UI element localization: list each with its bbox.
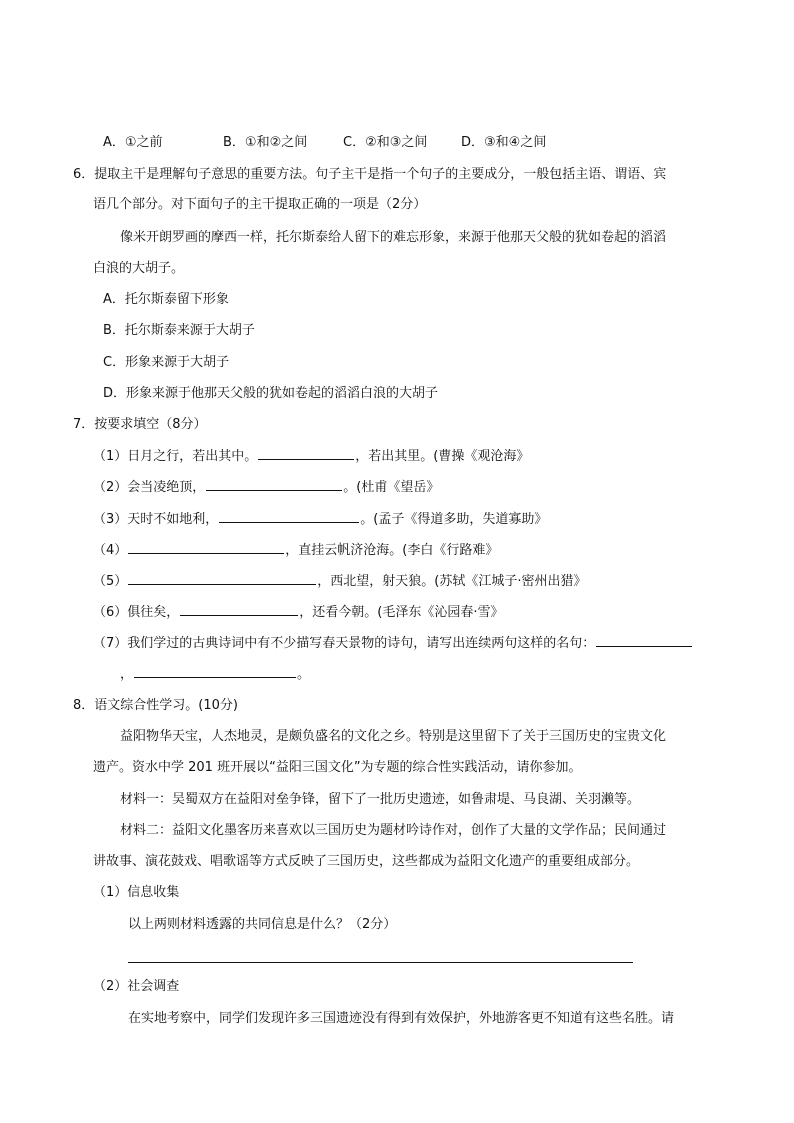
q8-material-2-line1: 材料二：益阳文化墨客历来喜欢以三国历史为题材吟诗作对，创作了大量的文学作品；民间通过 (120, 823, 667, 838)
q7-item-3-pre: （3）天时不如地利， (93, 512, 219, 527)
q7-item-2-pre: （2）会当凌绝顶， (93, 480, 206, 495)
q6-option-d: D．形象来源于他那天父般的犹如卷起的滔滔白浪的大胡子 (103, 386, 439, 401)
q7-item-3-post: 。(孟子《得道多助，失道寡助》 (360, 512, 548, 527)
q7-item-4-pre: （4） (93, 543, 128, 558)
q8-intro-line1: 益阳物华天宝，人杰地灵，是颇负盛名的文化之乡。特别是这里留下了关于三国历史的宝贵文化 (120, 729, 667, 744)
q8-sub2-title: （2）社会调查 (93, 979, 180, 994)
q7-item-7-line2 (120, 665, 310, 683)
q6-stem-line2: 语几个部分。对下面句子的主干提取正确的一项是（2分） (93, 197, 427, 212)
q7-item-6 (93, 603, 504, 621)
q7-item-1-post: ，若出其里。(曹操《观沧海》 (355, 449, 530, 464)
q8-sub1-answer-line[interactable] (128, 962, 633, 963)
q8-sub2-text: 在实地考察中，同学们发现许多三国遗迹没有得到有效保护，外地游客更不知道有这些名胜。请 (128, 1011, 675, 1026)
q7-item-7-blank-2[interactable] (134, 665, 296, 678)
q7-item-1-blank[interactable] (258, 447, 354, 460)
q7-item-7-blank-1[interactable] (596, 634, 692, 647)
q8-material-2-line2: 讲故事、演花鼓戏、唱歌谣等方式反映了三国历史，这些都成为益阳文化遗产的重要组成部分。 (93, 854, 640, 869)
q8-sub1-title: （1）信息收集 (93, 885, 180, 900)
q7-item-4 (93, 541, 498, 559)
q5-option-a: A．①之前 (103, 135, 163, 150)
q7-item-7-comma: ， (120, 667, 134, 682)
q7-item-7 (93, 634, 693, 652)
q8-sub1-question: 以上两则材料透露的共同信息是什么？（2分） (128, 917, 397, 932)
q7-item-2-blank[interactable] (206, 478, 342, 491)
q6-option-c: C．形象来源于大胡子 (103, 355, 230, 370)
q7-item-3 (93, 510, 547, 528)
q7-item-6-blank[interactable] (180, 603, 298, 616)
q5-options (103, 134, 546, 152)
q5-option-b: B．①和②之间 (223, 135, 308, 150)
q7-stem: 7．按要求填空（8分） (73, 417, 207, 432)
q7-item-4-post: ，直挂云帆济沧海。(李白《行路难》 (285, 543, 499, 558)
q7-item-1-pre: （1）日月之行，若出其中。 (93, 449, 258, 464)
q7-item-2 (93, 478, 439, 496)
q5-option-c: C．②和③之间 (343, 135, 428, 150)
q8-stem: 8．语文综合性学习。(10分) (73, 698, 238, 713)
q6-stem-line1: 6．提取主干是理解句子意思的重要方法。句子主干是指一个句子的主要成分，一般包括主语、谓语、宾 (73, 167, 667, 182)
q7-item-1 (93, 447, 529, 465)
q7-item-7-end: 。 (297, 667, 311, 682)
q6-sentence-line1: 像米开朗罗画的摩西一样，托尔斯泰给人留下的难忘形象，来源于他那天父般的犹如卷起的滔滔 (120, 230, 667, 245)
q7-item-5 (93, 572, 587, 590)
q7-item-6-pre: （6）俱往矣， (93, 605, 180, 620)
q6-option-b: B．托尔斯泰来源于大胡子 (103, 323, 255, 338)
q7-item-3-blank[interactable] (219, 510, 359, 523)
q7-item-5-blank[interactable] (128, 572, 316, 585)
q8-intro-line2: 遗产。资水中学 201 班开展以“益阳三国文化”为专题的综合性实践活动，请你参加。 (93, 760, 582, 775)
q7-item-5-post: ，西北望，射天狼。(苏轼《江城子·密州出猎》 (317, 574, 587, 589)
q7-item-6-post: ，还看今朝。(毛泽东《沁园春·雪》 (299, 605, 504, 620)
q7-item-4-blank[interactable] (128, 541, 284, 554)
q8-material-1: 材料一：吴蜀双方在益阳对垒争锋，留下了一批历史遗迹，如鲁肃堤、马良湖、关羽濑等。 (120, 792, 641, 807)
q6-sentence-line2: 白浪的大胡子。 (93, 261, 185, 276)
q7-item-7-text: （7）我们学过的古典诗词中有不少描写春天景物的诗句，请写出连续两句这样的名句： (93, 636, 596, 651)
q6-option-a: A．托尔斯泰留下形象 (103, 292, 229, 307)
q7-item-2-post: 。(杜甫《望岳》 (343, 480, 440, 495)
q5-option-d: D．③和④之间 (461, 135, 547, 150)
q7-item-5-pre: （5） (93, 574, 128, 589)
